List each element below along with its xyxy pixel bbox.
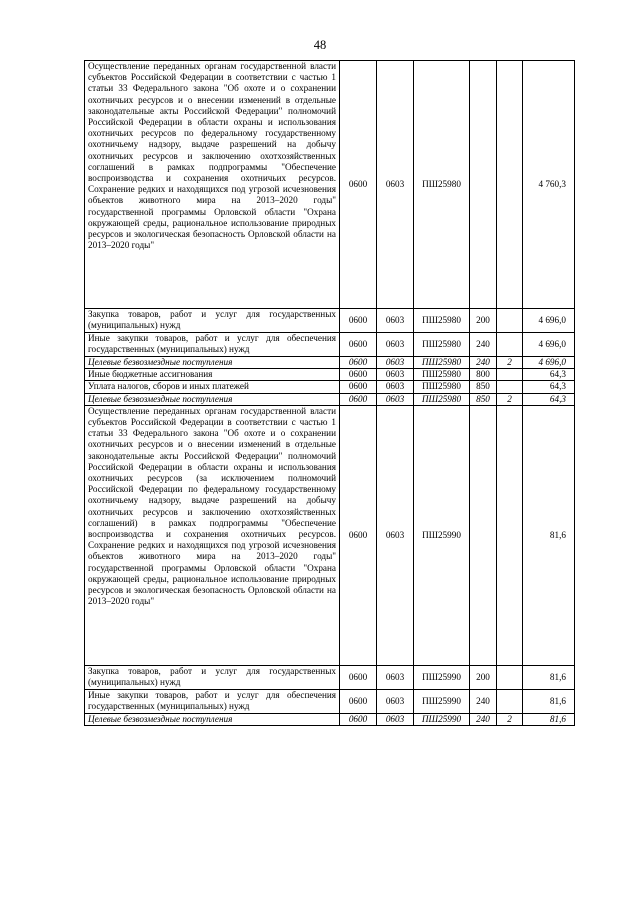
target-article-code: ПШ25980 bbox=[414, 393, 470, 405]
section-code: 0603 bbox=[377, 309, 414, 333]
table-row bbox=[85, 381, 575, 393]
section-code: 0603 bbox=[377, 381, 414, 393]
ministry-code: 0600 bbox=[340, 333, 377, 357]
source-code bbox=[497, 309, 523, 333]
row-description: Иные закупки товаров, работ и услуг для обеспечения государственных (муниципальных) нужд bbox=[85, 689, 340, 713]
row-description: Закупка товаров, работ и услуг для государственных (муниципальных) нужд bbox=[85, 665, 340, 689]
expense-type-code: 200 bbox=[470, 665, 497, 689]
ministry-code: 0600 bbox=[340, 357, 377, 369]
target-article-code: ПШ25990 bbox=[414, 405, 470, 665]
target-article-code: ПШ25980 bbox=[414, 309, 470, 333]
amount: 81,6 bbox=[523, 665, 575, 689]
ministry-code: 0600 bbox=[340, 713, 377, 725]
amount: 4 696,0 bbox=[523, 309, 575, 333]
amount: 64,3 bbox=[523, 393, 575, 405]
source-code bbox=[497, 61, 523, 309]
row-description: Закупка товаров, работ и услуг для государственных (муниципальных) нужд bbox=[85, 309, 340, 333]
budget-table bbox=[84, 60, 575, 726]
table-row bbox=[85, 405, 575, 665]
amount: 81,6 bbox=[523, 713, 575, 725]
table-row bbox=[85, 309, 575, 333]
amount: 81,6 bbox=[523, 405, 575, 665]
ministry-code: 0600 bbox=[340, 665, 377, 689]
source-code bbox=[497, 369, 523, 381]
table-row bbox=[85, 357, 575, 369]
row-description: Осуществление переданных органам государственной власти субъектов Российской Федерации в соответствии с частью 1 статьи 33 Федерального закона "Об охоте и о сохранении охотничьих ресурсов и о внесении изменений в отдельные законодательные акты Российской Федерации" полномочий Российской Федерации в области охраны и использования охотничьих ресурсов (за исключением полномочий Российской Федерации по федеральному государственному охотничьему надзору, выдаче разрешений на добычу охотничьих ресурсов и заключению охотхозяйственных соглашений) в рамках подпрограммы "Обеспечение воспроизводства и сохранения охотничьих ресурсов. Сохранение редких и находящихся под угрозой исчезновения объектов животного мира на 2013–2020 годы" государственной программы Орловской области "Охрана окружающей среды, рациональное использование природных ресурсов и экологическая безопасность Орловской области на 2013–2020 годы" bbox=[85, 405, 340, 665]
amount: 4 760,3 bbox=[523, 61, 575, 309]
section-code: 0603 bbox=[377, 713, 414, 725]
source-code bbox=[497, 333, 523, 357]
target-article-code: ПШ25990 bbox=[414, 689, 470, 713]
expense-type-code: 240 bbox=[470, 357, 497, 369]
target-article-code: ПШ25980 bbox=[414, 381, 470, 393]
expense-type-code bbox=[470, 61, 497, 309]
section-code: 0603 bbox=[377, 357, 414, 369]
section-code: 0603 bbox=[377, 405, 414, 665]
section-code: 0603 bbox=[377, 333, 414, 357]
expense-type-code: 850 bbox=[470, 381, 497, 393]
section-code: 0603 bbox=[377, 393, 414, 405]
expense-type-code: 200 bbox=[470, 309, 497, 333]
amount: 4 696,0 bbox=[523, 357, 575, 369]
amount: 81,6 bbox=[523, 689, 575, 713]
ministry-code: 0600 bbox=[340, 689, 377, 713]
page-number: 48 bbox=[313, 38, 327, 52]
expense-type-code bbox=[470, 405, 497, 665]
expense-type-code: 240 bbox=[470, 689, 497, 713]
expense-type-code: 240 bbox=[470, 713, 497, 725]
source-code bbox=[497, 689, 523, 713]
source-code bbox=[497, 381, 523, 393]
target-article-code: ПШ25990 bbox=[414, 665, 470, 689]
source-code: 2 bbox=[497, 713, 523, 725]
source-code: 2 bbox=[497, 393, 523, 405]
row-description: Целевые безвозмездные поступления bbox=[85, 357, 340, 369]
row-description: Целевые безвозмездные поступления bbox=[85, 393, 340, 405]
table-row bbox=[85, 689, 575, 713]
table-row bbox=[85, 61, 575, 309]
table-row bbox=[85, 393, 575, 405]
target-article-code: ПШ25990 bbox=[414, 713, 470, 725]
table-row bbox=[85, 333, 575, 357]
target-article-code: ПШ25980 bbox=[414, 357, 470, 369]
row-description: Иные бюджетные ассигнования bbox=[85, 369, 340, 381]
expense-type-code: 850 bbox=[470, 393, 497, 405]
expense-type-code: 240 bbox=[470, 333, 497, 357]
amount: 64,3 bbox=[523, 381, 575, 393]
amount: 4 696,0 bbox=[523, 333, 575, 357]
row-description: Уплата налогов, сборов и иных платежей bbox=[85, 381, 340, 393]
target-article-code: ПШ25980 bbox=[414, 369, 470, 381]
ministry-code: 0600 bbox=[340, 309, 377, 333]
ministry-code: 0600 bbox=[340, 405, 377, 665]
source-code: 2 bbox=[497, 357, 523, 369]
source-code bbox=[497, 665, 523, 689]
row-description: Иные закупки товаров, работ и услуг для обеспечения государственных (муниципальных) нужд bbox=[85, 333, 340, 357]
row-description: Целевые безвозмездные поступления bbox=[85, 713, 340, 725]
row-description: Осуществление переданных органам государственной власти субъектов Российской Федерации в соответствии с частью 1 статьи 33 Федерального закона "Об охоте и о сохранении охотничьих ресурсов и о внесении изменений в отдельные законодательные акты Российской Федерации" полномочий Российской Федерации в области охраны и использования охотничьих ресурсов по федеральному государственному охотничьему надзору, выдаче разрешений на добычу охотничьих ресурсов и заключению охотхозяйственных соглашений в рамках подпрограммы "Обеспечение воспроизводства и сохранения охотничьих ресурсов. Сохранение редких и находящихся под угрозой исчезновения объектов животного мира на 2013–2020 годы" государственной программы Орловской области "Охрана окружающей среды, рациональное использование природных ресурсов и экологическая безопасность Орловской области на 2013–2020 годы" bbox=[85, 61, 340, 309]
table-row bbox=[85, 665, 575, 689]
section-code: 0603 bbox=[377, 369, 414, 381]
expense-type-code: 800 bbox=[470, 369, 497, 381]
table-row bbox=[85, 713, 575, 725]
section-code: 0603 bbox=[377, 665, 414, 689]
target-article-code: ПШ25980 bbox=[414, 333, 470, 357]
source-code bbox=[497, 405, 523, 665]
ministry-code: 0600 bbox=[340, 61, 377, 309]
table-row bbox=[85, 369, 575, 381]
ministry-code: 0600 bbox=[340, 393, 377, 405]
ministry-code: 0600 bbox=[340, 369, 377, 381]
section-code: 0603 bbox=[377, 689, 414, 713]
amount: 64,3 bbox=[523, 369, 575, 381]
target-article-code: ПШ25980 bbox=[414, 61, 470, 309]
ministry-code: 0600 bbox=[340, 381, 377, 393]
section-code: 0603 bbox=[377, 61, 414, 309]
